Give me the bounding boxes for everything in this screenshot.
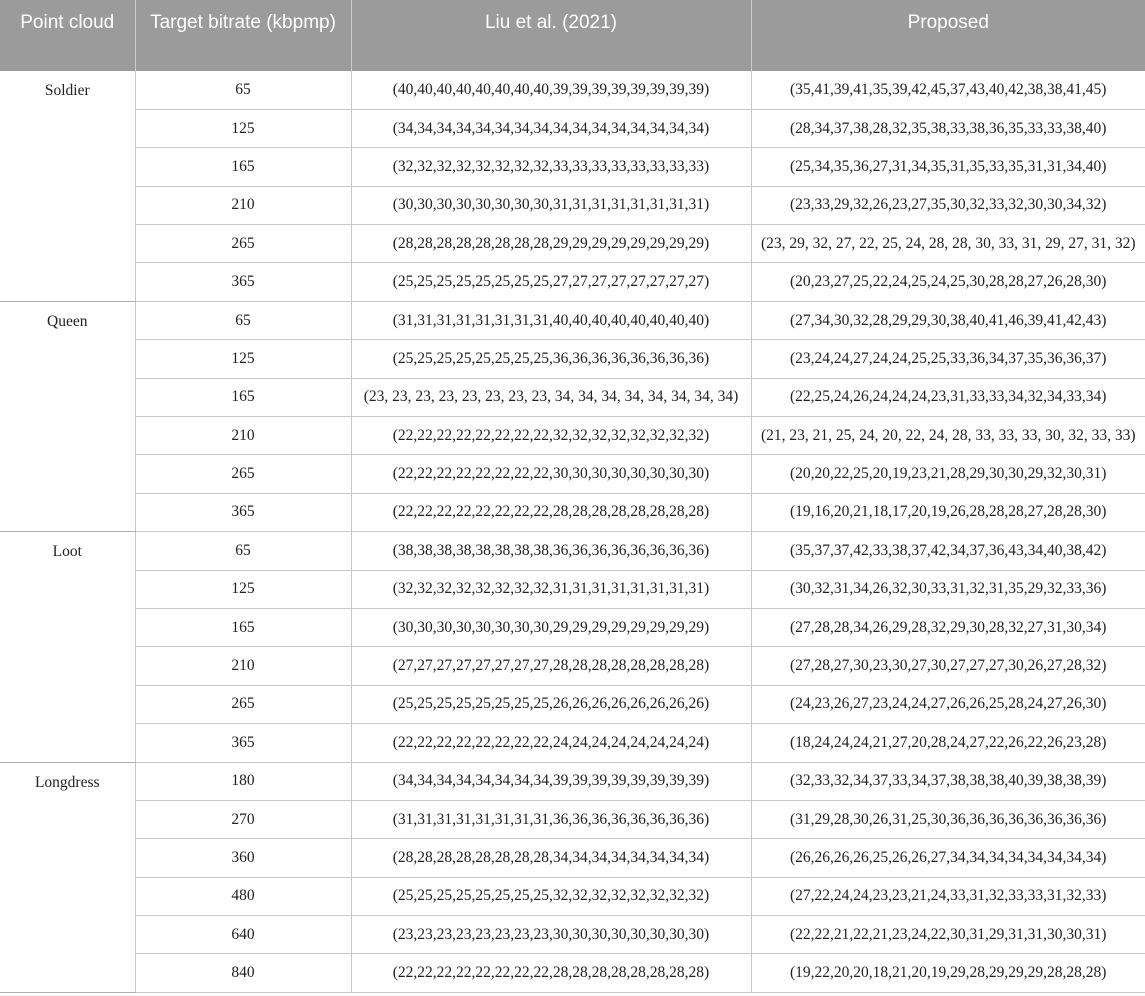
table-row	[0, 378, 1145, 416]
liu-qp-cell: (31,31,31,31,31,31,31,31,36,36,36,36,36,36,36,36)	[351, 800, 751, 838]
table-row	[0, 916, 1145, 954]
table-row	[0, 301, 1145, 339]
target-bitrate-cell: 270	[135, 800, 351, 838]
table-row	[0, 570, 1145, 608]
proposed-qp-cell: (19,16,20,21,18,17,20,19,26,28,28,28,27,28,28,30)	[751, 493, 1145, 531]
target-bitrate-cell: 360	[135, 839, 351, 877]
table-row	[0, 954, 1145, 992]
proposed-qp-cell: (30,32,31,34,26,32,30,33,31,32,31,35,29,32,33,36)	[751, 570, 1145, 608]
header-target-bitrate: Target bitrate (kbpmp)	[135, 0, 351, 71]
proposed-qp-cell: (22,25,24,26,24,24,24,23,31,33,33,34,32,34,33,34)	[751, 378, 1145, 416]
proposed-qp-cell: (27,28,28,34,26,29,28,32,29,30,28,32,27,31,30,34)	[751, 608, 1145, 646]
proposed-qp-cell: (20,20,22,25,20,19,23,21,28,29,30,30,29,32,30,31)	[751, 455, 1145, 493]
table-row	[0, 839, 1145, 877]
target-bitrate-cell: 265	[135, 455, 351, 493]
target-bitrate-cell: 365	[135, 263, 351, 301]
table-row	[0, 455, 1145, 493]
target-bitrate-cell: 65	[135, 532, 351, 570]
liu-qp-cell: (34,34,34,34,34,34,34,34,39,39,39,39,39,39,39,39)	[351, 762, 751, 800]
table-row	[0, 800, 1145, 838]
liu-qp-cell: (22,22,22,22,22,22,22,22,28,28,28,28,28,28,28,28)	[351, 954, 751, 992]
liu-qp-cell: (34,34,34,34,34,34,34,34,34,34,34,34,34,34,34,34)	[351, 109, 751, 147]
header-proposed: Proposed	[751, 0, 1145, 71]
target-bitrate-cell: 210	[135, 186, 351, 224]
liu-qp-cell: (38,38,38,38,38,38,38,38,36,36,36,36,36,36,36,36)	[351, 532, 751, 570]
liu-qp-cell: (28,28,28,28,28,28,28,28,29,29,29,29,29,29,29,29)	[351, 225, 751, 263]
table-row	[0, 340, 1145, 378]
table-row	[0, 493, 1145, 531]
liu-qp-cell: (22,22,22,22,22,22,22,22,30,30,30,30,30,30,30,30)	[351, 455, 751, 493]
table-row	[0, 762, 1145, 800]
table-row	[0, 647, 1145, 685]
proposed-qp-cell: (23,33,29,32,26,23,27,35,30,32,33,32,30,30,34,32)	[751, 186, 1145, 224]
target-bitrate-cell: 365	[135, 493, 351, 531]
proposed-qp-cell: (27,28,27,30,23,30,27,30,27,27,27,30,26,27,28,32)	[751, 647, 1145, 685]
liu-qp-cell: (30,30,30,30,30,30,30,30,31,31,31,31,31,31,31,31)	[351, 186, 751, 224]
table-row	[0, 225, 1145, 263]
liu-qp-cell: (30,30,30,30,30,30,30,30,29,29,29,29,29,29,29,29)	[351, 608, 751, 646]
table-row	[0, 532, 1145, 570]
point-cloud-name: Longdress	[0, 762, 135, 992]
target-bitrate-cell: 65	[135, 71, 351, 109]
proposed-qp-cell: (27,34,30,32,28,29,29,30,38,40,41,46,39,41,42,43)	[751, 301, 1145, 339]
target-bitrate-cell: 840	[135, 954, 351, 992]
proposed-qp-cell: (24,23,26,27,23,24,24,27,26,26,25,28,24,27,26,30)	[751, 685, 1145, 723]
proposed-qp-cell: (18,24,24,24,21,27,20,28,24,27,22,26,22,26,23,28)	[751, 724, 1145, 762]
header-liu: Liu et al. (2021)	[351, 0, 751, 71]
liu-qp-cell: (31,31,31,31,31,31,31,31,40,40,40,40,40,40,40,40)	[351, 301, 751, 339]
table-row	[0, 417, 1145, 455]
point-cloud-name: Queen	[0, 301, 135, 531]
target-bitrate-cell: 210	[135, 647, 351, 685]
liu-qp-cell: (28,28,28,28,28,28,28,28,34,34,34,34,34,34,34,34)	[351, 839, 751, 877]
table-row	[0, 877, 1145, 915]
target-bitrate-cell: 125	[135, 109, 351, 147]
target-bitrate-cell: 640	[135, 916, 351, 954]
table-row	[0, 724, 1145, 762]
liu-qp-cell: (22,22,22,22,22,22,22,22,28,28,28,28,28,28,28,28)	[351, 493, 751, 531]
table-row	[0, 608, 1145, 646]
liu-qp-cell: (23,23,23,23,23,23,23,23,30,30,30,30,30,30,30,30)	[351, 916, 751, 954]
proposed-qp-cell: (35,37,37,42,33,38,37,42,34,37,36,43,34,40,38,42)	[751, 532, 1145, 570]
target-bitrate-cell: 180	[135, 762, 351, 800]
proposed-qp-cell: (22,22,21,22,21,23,24,22,30,31,29,31,31,30,30,31)	[751, 916, 1145, 954]
point-cloud-name: Loot	[0, 532, 135, 762]
liu-qp-cell: (25,25,25,25,25,25,25,25,26,26,26,26,26,26,26,26)	[351, 685, 751, 723]
target-bitrate-cell: 265	[135, 225, 351, 263]
proposed-qp-cell: (26,26,26,26,25,26,26,27,34,34,34,34,34,34,34,34)	[751, 839, 1145, 877]
table-row	[0, 71, 1145, 109]
liu-qp-cell: (32,32,32,32,32,32,32,32,31,31,31,31,31,31,31,31)	[351, 570, 751, 608]
target-bitrate-cell: 125	[135, 570, 351, 608]
point-cloud-name: Soldier	[0, 71, 135, 301]
liu-qp-cell: (22,22,22,22,22,22,22,22,32,32,32,32,32,32,32,32)	[351, 417, 751, 455]
liu-qp-cell: (27,27,27,27,27,27,27,27,28,28,28,28,28,28,28,28)	[351, 647, 751, 685]
target-bitrate-cell: 165	[135, 378, 351, 416]
target-bitrate-cell: 480	[135, 877, 351, 915]
target-bitrate-cell: 265	[135, 685, 351, 723]
target-bitrate-cell: 210	[135, 417, 351, 455]
table-header	[0, 0, 1145, 71]
proposed-qp-cell: (23, 29, 32, 27, 22, 25, 24, 28, 28, 30, 33, 31, 29, 27, 31, 32)	[751, 225, 1145, 263]
liu-qp-cell: (25,25,25,25,25,25,25,25,36,36,36,36,36,36,36,36)	[351, 340, 751, 378]
target-bitrate-cell: 165	[135, 608, 351, 646]
proposed-qp-cell: (23,24,24,27,24,24,25,25,33,36,34,37,35,36,36,37)	[751, 340, 1145, 378]
target-bitrate-cell: 365	[135, 724, 351, 762]
liu-qp-cell: (23, 23, 23, 23, 23, 23, 23, 23, 34, 34, 34, 34, 34, 34, 34, 34)	[351, 378, 751, 416]
table-row	[0, 685, 1145, 723]
header-row	[0, 0, 1145, 71]
header-point-cloud: Point cloud	[0, 0, 135, 71]
table-row	[0, 148, 1145, 186]
proposed-qp-cell: (35,41,39,41,35,39,42,45,37,43,40,42,38,38,41,45)	[751, 71, 1145, 109]
table-body	[0, 71, 1145, 992]
proposed-qp-cell: (19,22,20,20,18,21,20,19,29,28,29,29,29,28,28,28)	[751, 954, 1145, 992]
table-row	[0, 109, 1145, 147]
liu-qp-cell: (25,25,25,25,25,25,25,25,32,32,32,32,32,32,32,32)	[351, 877, 751, 915]
liu-qp-cell: (22,22,22,22,22,22,22,22,24,24,24,24,24,24,24,24)	[351, 724, 751, 762]
proposed-qp-cell: (28,34,37,38,28,32,35,38,33,38,36,35,33,33,38,40)	[751, 109, 1145, 147]
proposed-qp-cell: (21, 23, 21, 25, 24, 20, 22, 24, 28, 33, 33, 33, 30, 32, 33, 33)	[751, 417, 1145, 455]
table-row	[0, 186, 1145, 224]
target-bitrate-cell: 65	[135, 301, 351, 339]
proposed-qp-cell: (32,33,32,34,37,33,34,37,38,38,38,40,39,38,38,39)	[751, 762, 1145, 800]
target-bitrate-cell: 125	[135, 340, 351, 378]
liu-qp-cell: (40,40,40,40,40,40,40,40,39,39,39,39,39,39,39,39)	[351, 71, 751, 109]
target-bitrate-cell: 165	[135, 148, 351, 186]
proposed-qp-cell: (27,22,24,24,23,23,21,24,33,31,32,33,33,31,32,33)	[751, 877, 1145, 915]
liu-qp-cell: (32,32,32,32,32,32,32,32,33,33,33,33,33,33,33,33)	[351, 148, 751, 186]
table-row	[0, 263, 1145, 301]
liu-qp-cell: (25,25,25,25,25,25,25,25,27,27,27,27,27,27,27,27)	[351, 263, 751, 301]
proposed-qp-cell: (20,23,27,25,22,24,25,24,25,30,28,28,27,26,28,30)	[751, 263, 1145, 301]
proposed-qp-cell: (31,29,28,30,26,31,25,30,36,36,36,36,36,36,36,36)	[751, 800, 1145, 838]
proposed-qp-cell: (25,34,35,36,27,31,34,35,31,35,33,35,31,31,34,40)	[751, 148, 1145, 186]
